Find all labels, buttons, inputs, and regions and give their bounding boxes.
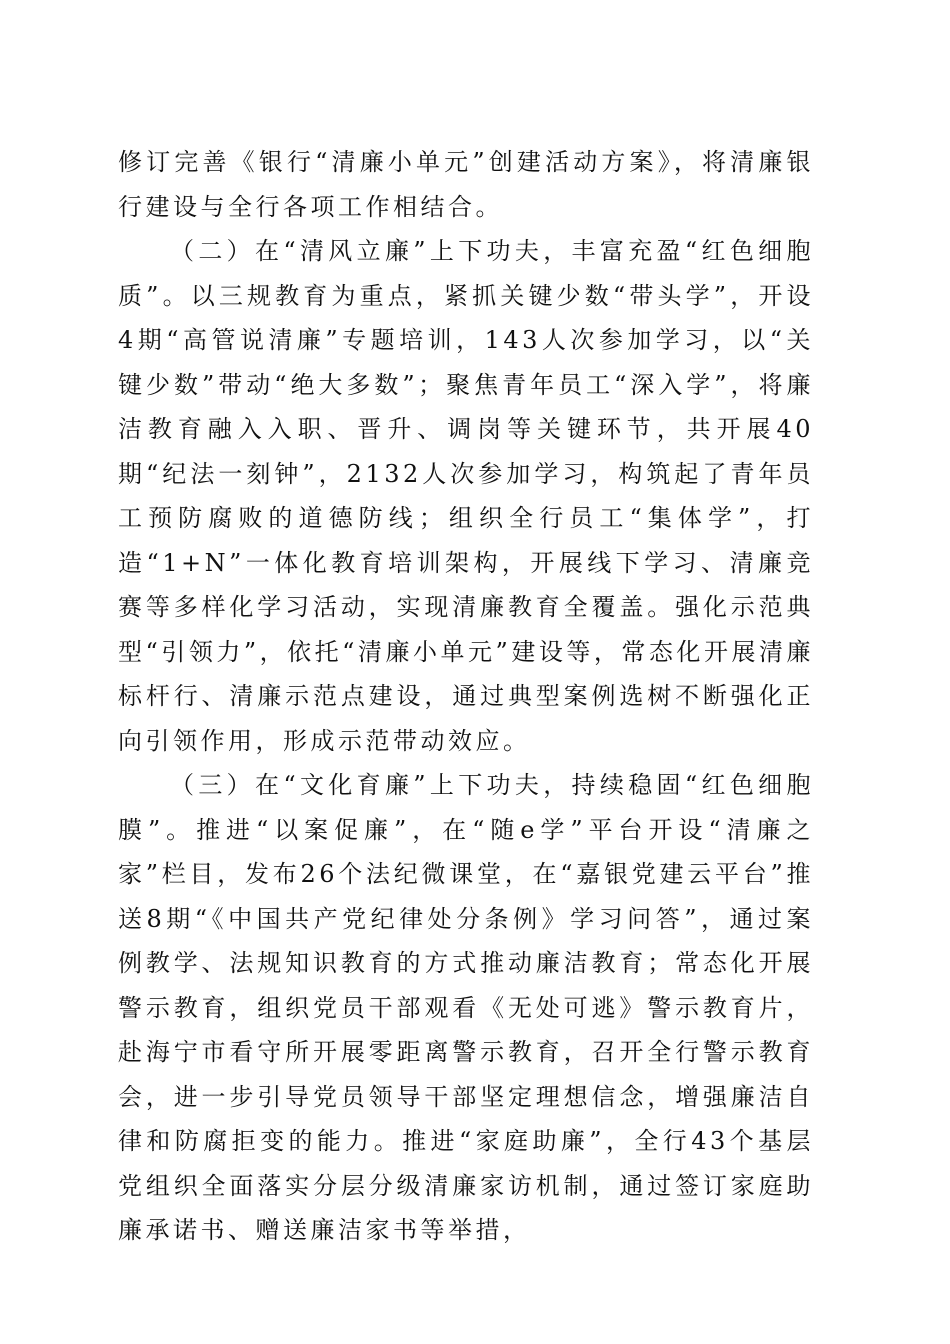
paragraph-continued: 修订完善《银行“清廉小单元”创建活动方案》，将清廉银行建设与全行各项工作相结合。 — [118, 148, 814, 221]
document-body — [118, 140, 814, 1253]
paragraph-section-2: （二）在“清风立廉”上下功夫，丰富充盈“红色细胞质”。以三规教育为重点，紧抓关键少数“带头学”，开设4期“高管说清廉”专题培训，143人次参加学习，以“关键少数”带动“绝大多数”；聚焦青年员工“深入学”，将廉洁教育融入入职、晋升、调岗等关键环节，共开展40期“纪法一刻钟”，2132人次参加学习，构筑起了青年员工预防腐败的道德防线；组织全行员工“集体学”，打造“1+N”一体化教育培训架构，开展线下学习、清廉竞赛等多样化学习活动，实现清廉教育全覆盖。强化示范典型“引领力”，依托“清廉小单元”建设等，常态化开展清廉标杆行、清廉示范点建设，通过典型案例选树不断强化正向引领作用，形成示范带动效应。 — [118, 237, 814, 755]
paragraph-section-3: （三）在“文化育廉”上下功夫，持续稳固“红色细胞膜”。推进“以案促廉”，在“随e学”平台开设“清廉之家”栏目，发布26个法纪微课堂，在“嘉银党建云平台”推送8期“《中国共产党纪律处分条例》学习问答”，通过案例教学、法规知识教育的方式推动廉洁教育；常态化开展警示教育，组织党员干部观看《无处可逃》警示教育片，赴海宁市看守所开展零距离警示教育，召开全行警示教育会，进一步引导党员领导干部坚定理想信念，增强廉洁自律和防腐拒变的能力。推进“家庭助廉”，全行43个基层党组织全面落实分层分级清廉家访机制，通过签订家庭助廉承诺书、赠送廉洁家书等举措， — [118, 771, 814, 1244]
